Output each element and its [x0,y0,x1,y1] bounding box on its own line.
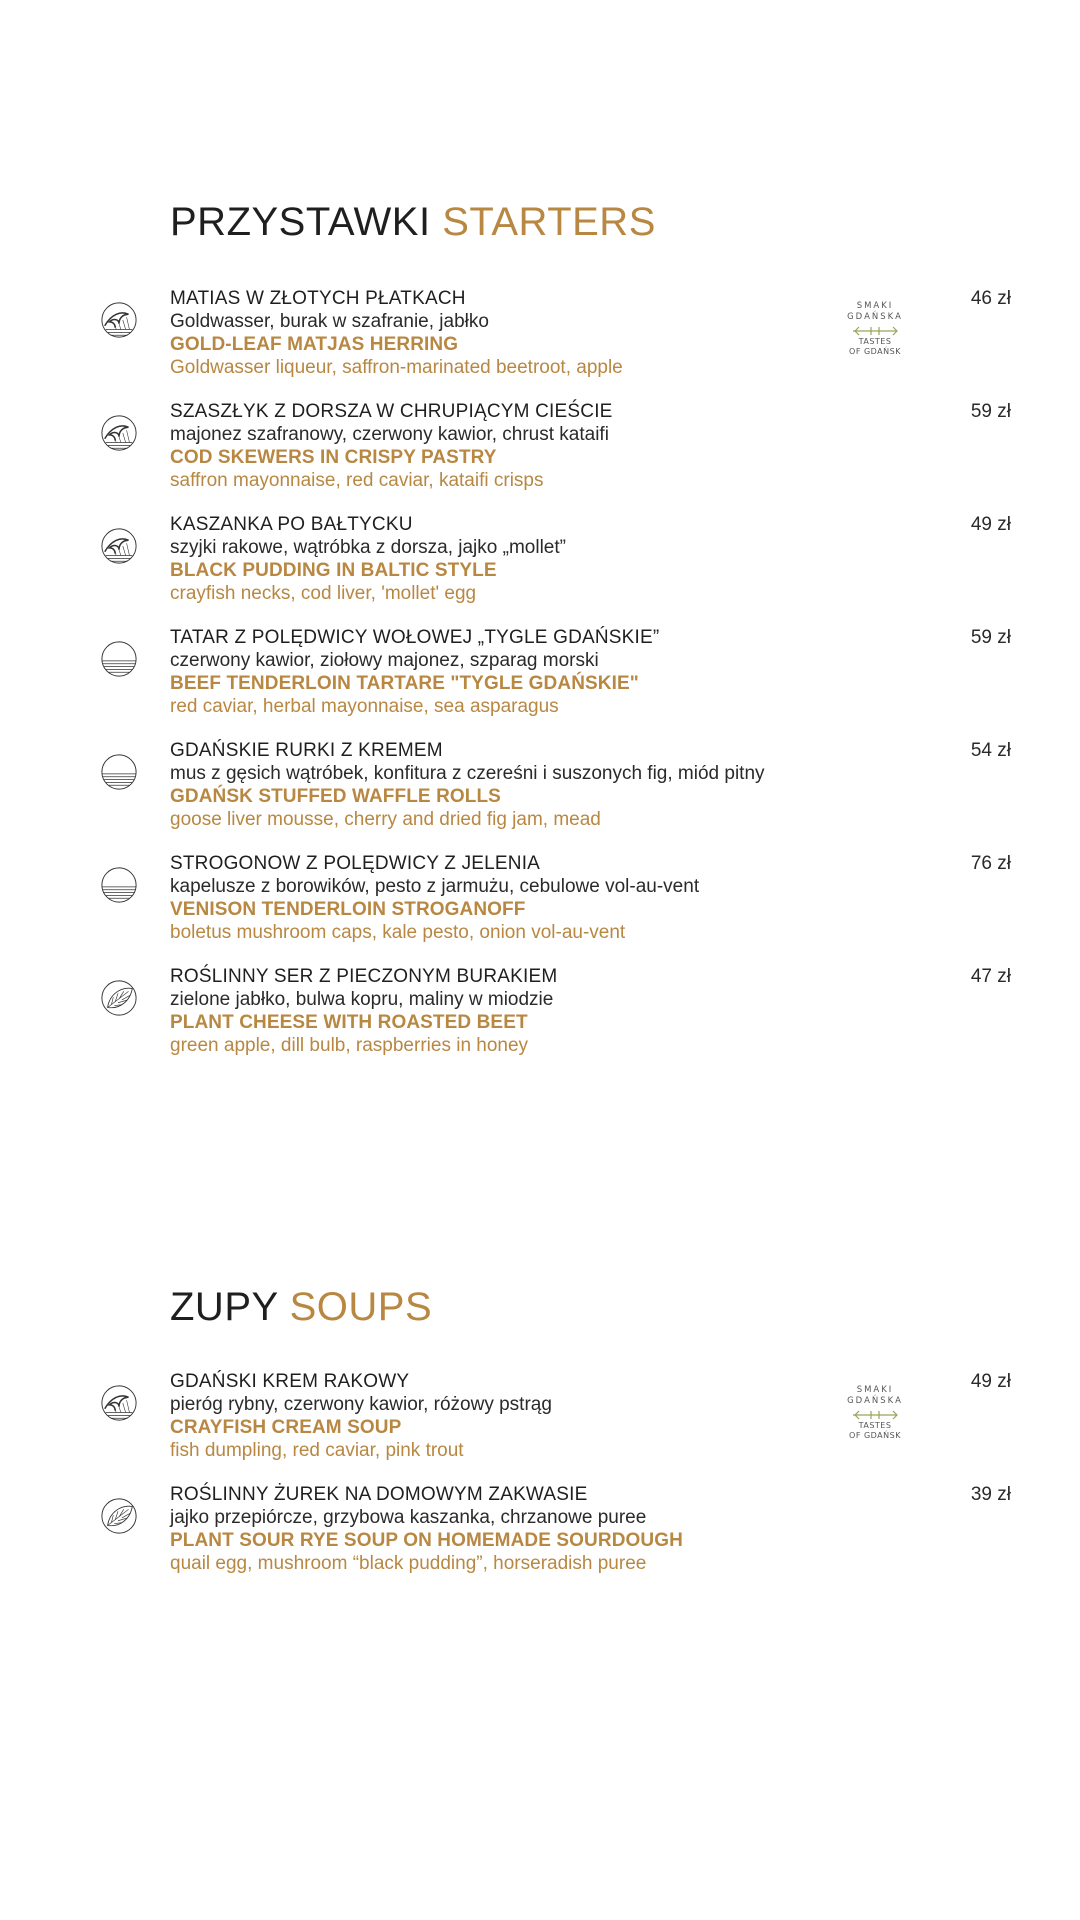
wave-icon [100,414,138,452]
dish-description-en: saffron mayonnaise, red caviar, kataifi crisps [170,470,544,491]
dish-name-en: BEEF TENDERLOIN TARTARE "TYGLE GDAŃSKIE" [170,673,639,694]
dish-name-pl: GDAŃSKIE RURKI Z KREMEM [170,740,443,761]
dish-price: 76 zł [970,853,1011,874]
section-title-starters [170,202,656,242]
dish-description-pl: Goldwasser, burak w szafranie, jabłko [170,311,489,332]
badge-line-2: GDAŃSKA [847,1396,903,1406]
dish-description-en: fish dumpling, red caviar, pink trout [170,1440,464,1461]
menu-item [0,513,1080,613]
dish-name-pl: KASZANKA PO BAŁTYCKU [170,514,413,535]
dish-price: 49 zł [970,1371,1011,1392]
wave-icon [100,527,138,565]
dish-price: 59 zł [970,401,1011,422]
section-title-pl: PRZYSTAWKI [170,200,431,244]
menu-item-text [170,852,830,944]
dish-description-pl: mus z gęsich wątróbek, konfitura z czereśni i suszonych fig, miód pitny [170,763,765,784]
wave-icon [100,1384,138,1422]
menu-item-text [170,400,830,492]
menu-item-text [170,513,830,605]
dish-name-en: PLANT CHEESE WITH ROASTED BEET [170,1012,528,1033]
leaf-icon [100,979,138,1017]
wave-icon [100,301,138,339]
dish-description-pl: zielone jabłko, bulwa kopru, maliny w miodzie [170,989,554,1010]
dish-name-en: GDAŃSK STUFFED WAFFLE ROLLS [170,786,501,807]
dish-description-en: quail egg, mushroom “black pudding”, horseradish puree [170,1553,647,1574]
dish-name-pl: GDAŃSKI KREM RAKOWY [170,1371,410,1392]
dish-name-pl: SZASZŁYK Z DORSZA W CHRUPIĄCYM CIEŚCIE [170,401,613,422]
menu-item [0,852,1080,952]
section-title-soups [170,1287,432,1327]
dish-name-en: CRAYFISH CREAM SOUP [170,1417,402,1438]
dish-name-en: PLANT SOUR RYE SOUP ON HOMEMADE SOURDOUGH [170,1530,683,1551]
badge-line-2: GDAŃSKA [847,312,903,322]
dish-name-en: VENISON TENDERLOIN STROGANOFF [170,899,526,920]
dish-price: 54 zł [970,740,1011,761]
menu-item [0,739,1080,839]
dish-name-pl: ROŚLINNY SER Z PIECZONYM BURAKIEM [170,966,558,987]
section-title-en: SOUPS [289,1285,433,1329]
dish-name-en: BLACK PUDDING IN BALTIC STYLE [170,560,497,581]
horizon-icon [100,640,138,678]
dish-description-en: green apple, dill bulb, raspberries in honey [170,1035,529,1056]
badge-line-4: OF GDAŃSK [849,347,901,356]
menu-item-text [170,287,830,379]
section-title-pl: ZUPY [170,1285,278,1329]
horizon-icon [100,753,138,791]
dish-description-pl: majonez szafranowy, czerwony kawior, chrust kataifi [170,424,609,445]
dish-name-pl: TATAR Z POLĘDWICY WOŁOWEJ „TYGLE GDAŃSKIE” [170,627,660,648]
dish-description-pl: szyjki rakowe, wątróbka z dorsza, jajko „mollet” [170,537,566,558]
dish-name-pl: STROGONOW Z POLĘDWICY Z JELENIA [170,853,541,874]
menu-item [0,287,1080,387]
dish-name-pl: MATIAS W ZŁOTYCH PŁATKACH [170,288,466,309]
dish-description-pl: jajko przepiórcze, grzybowa kaszanka, chrzanowe puree [170,1507,647,1528]
menu-item [0,1483,1080,1583]
section-title-en: STARTERS [442,200,656,244]
leaf-icon [100,1497,138,1535]
badge-line-4: OF GDAŃSK [849,1431,901,1440]
badge-line-3: TASTES [858,1421,892,1430]
dish-description-pl: pieróg rybny, czerwony kawior, różowy pstrąg [170,1394,552,1415]
horizon-icon [100,866,138,904]
dish-description-en: crayfish necks, cod liver, 'mollet' egg [170,583,477,604]
menu-item [0,1370,1080,1470]
badge-line-1: SMAKI [856,1385,894,1395]
dish-name-en: GOLD-LEAF MATJAS HERRING [170,334,459,355]
dish-description-pl: kapelusze z borowików, pesto z jarmużu, cebulowe vol-au-vent [170,876,700,897]
dish-description-en: red caviar, herbal mayonnaise, sea asparagus [170,696,559,717]
dish-name-en: COD SKEWERS IN CRISPY PASTRY [170,447,497,468]
dish-description-en: boletus mushroom caps, kale pesto, onion vol-au-vent [170,922,626,943]
menu-item [0,965,1080,1065]
dish-description-en: goose liver mousse, cherry and dried fig jam, mead [170,809,601,830]
menu-item-text [170,965,830,1057]
menu-item [0,626,1080,726]
dish-description-pl: czerwony kawior, ziołowy majonez, szparag morski [170,650,599,671]
menu-item-text [170,1483,830,1575]
dish-price: 49 zł [970,514,1011,535]
badge-line-1: SMAKI [856,301,894,311]
menu-item-text [170,626,830,718]
dish-price: 46 zł [970,288,1011,309]
dish-description-en: Goldwasser liqueur, saffron-marinated beetroot, apple [170,357,623,378]
menu-item-text [170,739,830,831]
dish-name-pl: ROŚLINNY ŻUREK NA DOMOWYM ZAKWASIE [170,1484,588,1505]
dish-price: 59 zł [970,627,1011,648]
badge-line-3: TASTES [858,337,892,346]
dish-price: 39 zł [970,1484,1011,1505]
dish-price: 47 zł [970,966,1011,987]
menu-item [0,400,1080,500]
menu-item-text [170,1370,830,1462]
